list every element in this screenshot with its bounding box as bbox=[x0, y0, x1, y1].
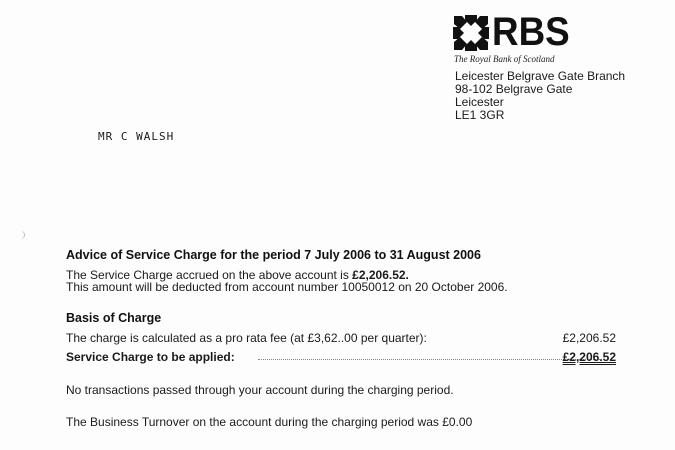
rbs-logo bbox=[452, 10, 592, 66]
charge-calculation-amount: £2,206.52 bbox=[562, 331, 616, 345]
branch-street: 98-102 Belgrave Gate bbox=[455, 82, 573, 96]
accrued-amount: £2,206.52. bbox=[352, 268, 409, 282]
deduction-line: This amount will be deducted from account number 10050012 on 20 October 2006. bbox=[66, 280, 508, 294]
accrued-text: The Service Charge accrued on the above account is bbox=[66, 268, 353, 282]
daisy-wheel-logo-icon bbox=[452, 14, 490, 52]
branch-postcode: LE1 3GR bbox=[455, 108, 505, 122]
service-charge-amount: £2,206.52 bbox=[562, 350, 616, 364]
hole-punch-mark bbox=[12, 231, 25, 239]
transactions-note: No transactions passed through your account during the charging period. bbox=[66, 383, 454, 397]
branch-address bbox=[455, 70, 625, 122]
logo-tagline: The Royal Bank of Scotland bbox=[454, 54, 555, 64]
turnover-note: The Business Turnover on the account during the charging period was £0.00 bbox=[66, 415, 473, 429]
leader-dots bbox=[258, 359, 600, 360]
charge-calculation-row bbox=[66, 331, 616, 345]
branch-name: Leicester Belgrave Gate Branch bbox=[455, 69, 626, 83]
service-charge-row bbox=[66, 350, 616, 364]
service-charge-label: Service Charge to be applied: bbox=[66, 350, 235, 364]
recipient-name: MR C WALSH bbox=[98, 130, 175, 143]
logo-wordmark: RBS bbox=[492, 10, 570, 54]
charge-calculation-label: The charge is calculated as a pro rata fee (at £3,62..00 per quarter): bbox=[66, 331, 427, 345]
branch-city: Leicester bbox=[455, 95, 504, 109]
advice-heading: Advice of Service Charge for the period 7 July 2006 to 31 August 2006 bbox=[66, 248, 481, 262]
basis-heading: Basis of Charge bbox=[66, 311, 162, 325]
